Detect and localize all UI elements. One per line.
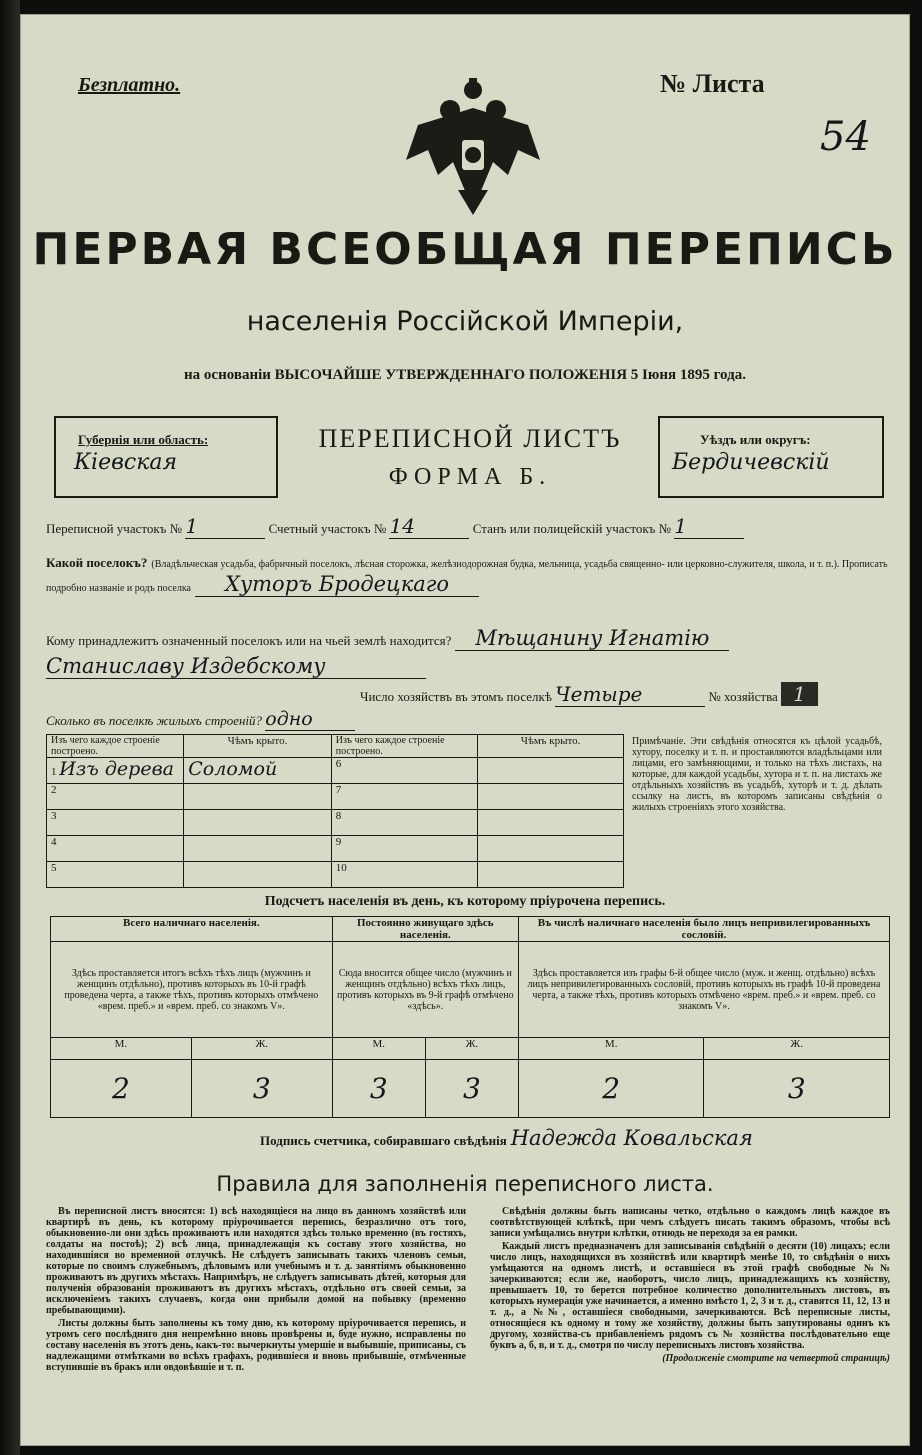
rules-paragraph: Свѣдѣнія должны быть написаны четко, отдѣльно о каждомъ лицѣ каждое въ соотвѣтствующей клѣткѣ, при чемъ слѣдуетъ писать такимъ образомъ, чтобы всѣ записи умѣщались внутри клѣтки, отнюдь не переходя за ея рамки.	[490, 1206, 890, 1239]
form-name: ФОРМА Б.	[388, 464, 552, 490]
material-header-right: Изъ чего каждое строеніе построено.	[331, 735, 477, 758]
signature-row	[260, 1126, 880, 1150]
camp-label: Станъ или полицейскій участокъ №	[472, 521, 672, 536]
table-row	[47, 836, 624, 862]
total-population-header: Всего наличнаго населенія.	[51, 917, 333, 942]
double-headed-eagle-emblem	[398, 70, 548, 220]
district-value: Бердичевскій	[672, 450, 830, 475]
household-number-label: № хозяйства	[708, 689, 778, 704]
settlement-value: Хуторъ Бродецкаго	[195, 572, 479, 597]
material-header-left: Изъ чего каждое строеніе построено.	[47, 735, 184, 758]
roof-value: Соломой	[184, 758, 332, 784]
owner-row	[46, 626, 896, 650]
table-row	[47, 810, 624, 836]
total-population-desc: Здѣсь проставляется итогъ всѣхъ тѣхъ лицъ (мужчинъ и женщинъ отдѣльно), противъ которыхъ въ 10-й графѣ проведена черта, а также тѣхъ, противъ которыхъ отмѣчено «врем. преб.» и «врем. преб. со знакомъ V».	[51, 942, 333, 1038]
camp-value: 1	[674, 514, 744, 539]
row-number: 10	[331, 862, 477, 888]
buildings-note: Примѣчаніе. Эти свѣдѣнія относятся къ цѣлой усадьбѣ, хутору, поселку и т. п. и проставляются владѣльцами или лицами, его замѣняющими, и только на тѣхъ листахъ, на которые, для каждой усадьбы, хутора и т. п. на листахъ же отдѣльныхъ хозяйствъ въ усадьбѣ, хуторѣ и т. д. дѣлать ссылку на листъ, въ которомъ записаны свѣдѣнія о жилыхъ строеніяхъ этого хозяйства.	[632, 736, 882, 813]
signature-value: Надежда Ковальская	[510, 1126, 753, 1150]
province-label: Губернія или область:	[78, 432, 209, 447]
permanent-male-count: 3	[332, 1060, 425, 1118]
table-row	[47, 862, 624, 888]
table-row	[47, 784, 624, 810]
buildings-table-header	[47, 735, 624, 758]
form-title: ПЕРЕПИСНОЙ ЛИСТЪ	[318, 424, 622, 453]
signature-label: Подпись счетчика, собиравшаго свѣдѣнія	[260, 1133, 507, 1148]
roof-header-right: Чѣмъ крыто.	[478, 735, 624, 758]
permanent-population-header: Постоянно живущаго здѣсь населенія.	[332, 917, 518, 942]
row-number: 2	[47, 784, 184, 810]
non-privileged-female-count: 3	[704, 1060, 890, 1118]
households-row	[360, 682, 890, 707]
total-male-count: 2	[51, 1060, 192, 1118]
non-privileged-desc: Здѣсь проставляется изъ графы 6-й общее число (муж. и женщ. отдѣльно) всѣхъ лицъ непривилегированныхъ сословій, противъ которыхъ въ графѣ 10-й проведена черта, а также тѣхъ, противъ которыхъ отмѣчено «врем. преб.» и «врем. преб. со знакомъ V».	[518, 942, 889, 1038]
population-heading: Подсчетъ населенія въ день, къ которому пріурочена перепись.	[264, 894, 666, 909]
buildings-row	[46, 708, 355, 731]
material-value: Изъ дерева	[59, 758, 174, 780]
row-number: 4	[47, 836, 184, 862]
district-label: Уѣздъ или округъ:	[700, 432, 811, 447]
province-value: Кіевская	[74, 450, 178, 475]
rules-title: Правила для заполненія переписного листа.	[216, 1172, 714, 1196]
male-label: М.	[51, 1038, 192, 1060]
non-privileged-male-count: 2	[518, 1060, 704, 1118]
census-sheet	[20, 14, 910, 1446]
row-number: 5	[47, 862, 184, 888]
sheet-number-value: 54	[820, 114, 871, 160]
row-number: 7	[331, 784, 477, 810]
settlement-hint: (Владѣльческая усадьба, фабричный поселокъ, лѣсная сторожка, желѣзнодорожная будка, мельница, усадьба священно- или церковно-служителя, школа, и т. п.). Прописать подробно названіе и родъ поселка	[46, 559, 888, 594]
female-label: Ж.	[425, 1038, 518, 1060]
table-row	[47, 758, 624, 784]
legal-basis: на основаніи ВЫСОЧАЙШЕ УТВЕРЖДЕННАГО ПОЛОЖЕНІЯ 5 Іюня 1895 года.	[184, 367, 746, 383]
counting-section-label: Счетный участокъ №	[268, 521, 387, 536]
buildings-table	[46, 734, 624, 888]
female-label: Ж.	[191, 1038, 332, 1060]
owner-value-line1: Мѣщанину Игнатію	[455, 626, 729, 651]
population-table	[50, 916, 890, 1118]
owner-value-line2: Станиславу Издебскому	[46, 654, 426, 679]
rules-paragraph: Въ переписной листъ вносятся: 1) всѣ находящіеся на лицо въ данномъ хозяйствѣ или квартирѣ въ день, къ которому пріурочивается перепись, безразлично отъ того, обыкновенно-ли они здѣсь проживаютъ или находятся здѣсь только временно (въ гостяхъ, солдаты на постоѣ); 2) всѣ лица, принадлежащія къ составу этого хозяйства, но находившіяся во временной отлучкѣ. Не слѣдуетъ записывать такихъ членовъ семьи, которые по своимъ служебнымъ, дѣловымъ или учебнымъ и т. д. занятіямъ обыкновенно проживаютъ въ другихъ мѣстахъ. Напримѣръ, не слѣдуетъ записывать дѣтей, которыя для полученія образованія проживаютъ въ другихъ мѣстахъ, отдѣльно отъ своей семьи, за исключеніемъ такихъ случаевъ, когда они прибыли домой на побывку (временно пребывающими).	[46, 1206, 466, 1316]
row-number: 6	[331, 758, 477, 784]
settlement-label: Какой поселокъ?	[46, 555, 148, 570]
sheet-number-label: № Листа	[660, 69, 765, 98]
document-subtitle: населенія Россійской Имперіи,	[246, 306, 684, 337]
rules-paragraph: Листы должны быть заполнены къ тому дню, къ которому пріурочивается перепись, и утромъ сего послѣдняго дня непремѣнно вновь провѣрены и, буде нужно, исправлены по составу населенія въ этотъ день, какъ-то: вычеркнуты умершіе и выбывшіе, приписаны, съ надлежащими отмѣтками во всѣхъ графахъ, родившіеся и вновь прибывшіе, отмѣченные вступившіе въ бракъ или овдовѣвшіе и т. п.	[46, 1318, 466, 1373]
buildings-value: одно	[265, 708, 355, 731]
households-value: Четыре	[555, 682, 705, 707]
male-label: М.	[518, 1038, 704, 1060]
household-number-value: 1	[781, 682, 818, 706]
row-number: 3	[47, 810, 184, 836]
province-box	[54, 416, 278, 498]
rules-left-column	[46, 1206, 466, 1375]
row-number: 1	[51, 766, 57, 778]
roof-header-left: Чѣмъ крыто.	[184, 735, 332, 758]
households-label: Число хозяйствъ въ этомъ поселкѣ	[360, 689, 552, 704]
free-label: Безплатно.	[78, 74, 181, 96]
scan-edge	[0, 0, 20, 1455]
buildings-label: Сколько въ поселкѣ жилыхъ строеній?	[46, 713, 263, 728]
permanent-population-desc: Сюда вносится общее число (мужчинъ и женщинъ отдѣльно) всѣхъ тѣхъ лицъ, противъ которыхъ въ 9-й графѣ отмѣчено «здѣсь».	[332, 942, 518, 1038]
census-section-value: 1	[185, 514, 265, 539]
census-section-label: Переписной участокъ №	[46, 521, 183, 536]
continued-note: (Продолженіе смотрите на четвертой страницѣ)	[662, 1353, 890, 1364]
row-number: 9	[331, 836, 477, 862]
document-title: ПЕРВАЯ ВСЕОБЩАЯ ПЕРЕПИСЬ	[32, 224, 898, 275]
rules-paragraph: Каждый листъ предназначенъ для записыванія свѣдѣній о десяти (10) лицахъ; если число лицъ, находящихся въ хозяйствѣ или квартирѣ менѣе 10, то свѣдѣнія о нихъ умѣщаются на одномъ листѣ, и оставшіеся въ этой графѣ свободные №№ зачеркиваются; если же, наоборотъ, число лицъ, принадлежащихъ къ хозяйству, превышаетъ 10, то берется потребное количество дополнительныхъ листовъ, въ которыхъ нумерація уже начинается, а именно вмѣсто 1, 2, 3 и т. д., ставятся 11, 12, 13 и т. д., а №№, оставшіеся свободными, зачеркиваются. Всѣ переписные листы, относящіеся къ одному и тому же хозяйству, должны быть запутированы одинъ къ другому, хозяйства-съ прибавленіемъ рядомъ съ № хозяйства послѣдовательно еще буквъ а, б, в, и т. д., смотря по числу переписныхъ листовъ хозяйства.	[490, 1241, 890, 1351]
male-label: М.	[332, 1038, 425, 1060]
rules-right-column	[490, 1206, 890, 1364]
non-privileged-header: Въ числѣ наличнаго населенія было лицъ непривилегированныхъ сословій.	[518, 917, 889, 942]
owner-label: Кому принадлежитъ означенный поселокъ или на чьей землѣ находится?	[46, 633, 452, 648]
row-number: 8	[331, 810, 477, 836]
counting-section-value: 14	[389, 514, 469, 539]
total-female-count: 3	[191, 1060, 332, 1118]
district-box	[658, 416, 884, 498]
sections-row	[46, 514, 876, 539]
settlement-row	[46, 554, 896, 596]
female-label: Ж.	[704, 1038, 890, 1060]
permanent-female-count: 3	[425, 1060, 518, 1118]
